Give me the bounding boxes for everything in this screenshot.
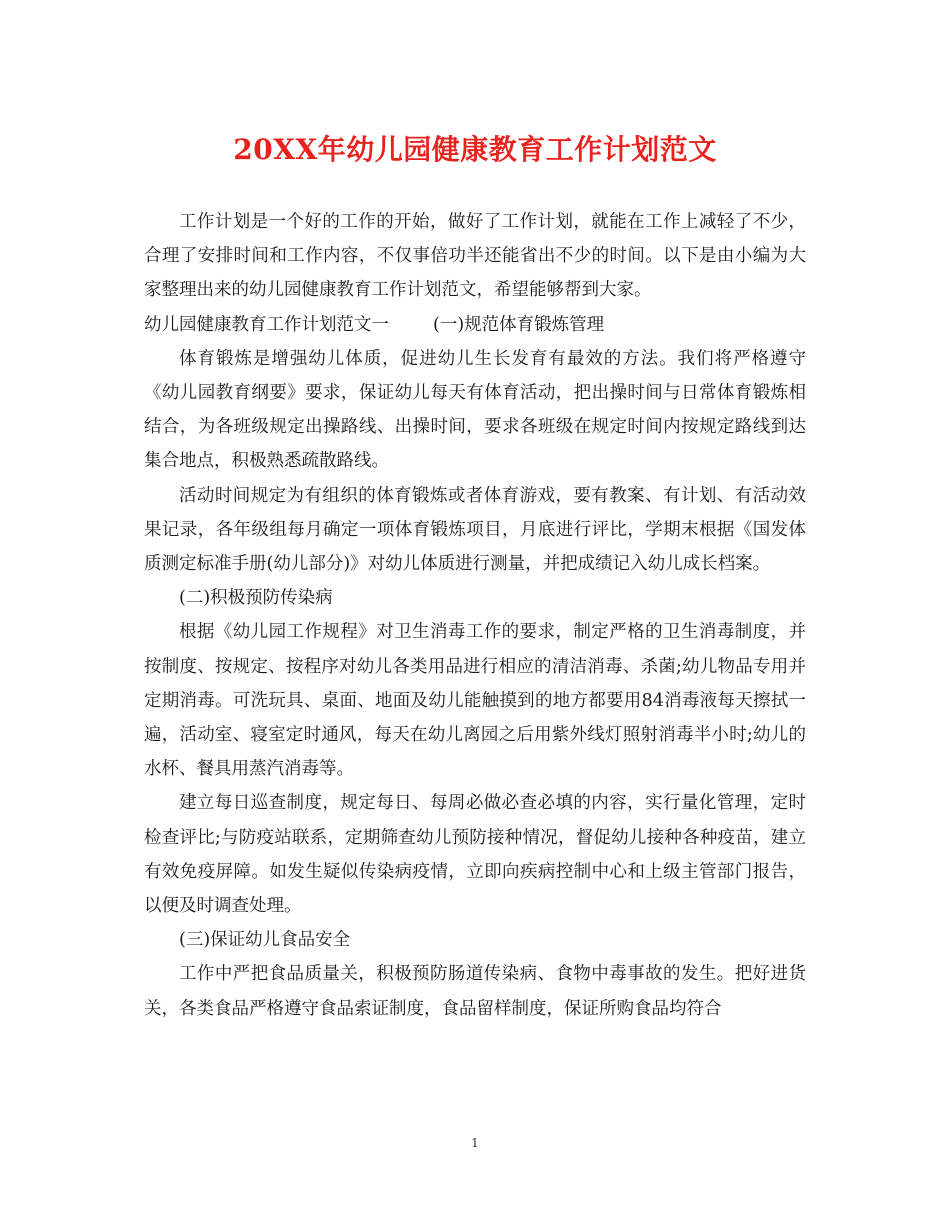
page-number: 1	[471, 1136, 479, 1150]
paragraph-inspection: 建立每日巡查制度，规定每日、每周必做必查必填的内容，实行量化管理，定时检查评比;与防疫站联系，定期筛查幼儿预防接种情况，督促幼儿接种各种疫苗，建立有效免疫屏障。如发生疑似传染病疫情，立即向疾病控制中心和上级主管部门报告，以便及时调查处理。	[144, 793, 806, 917]
subheading-disease-prevention: (二)积极预防传染病	[179, 588, 333, 609]
paragraph-activity-time: 活动时间规定为有组织的体育锻炼或者体育游戏，要有教案、有计划、有活动效果记录，各年级组每月确定一项体育锻炼项目，月底进行评比，学期末根据《国发体质测定标准手册(幼儿部分)》对幼儿体质进行测量，并把成绩记入幼儿成长档案。	[144, 485, 806, 575]
document-title: 20XX年幼儿园健康教育工作计划范文	[233, 133, 717, 166]
section-heading: 幼儿园健康教育工作计划范文一	[144, 314, 389, 335]
section-heading-line	[144, 308, 806, 342]
document-body	[144, 205, 806, 1026]
paragraph-food-quality: 工作中严把食品质量关，积极预防肠道传染病、食物中毒事故的发生。把好进货关，各类食品严格遵守食品索证制度，食品留样制度，保证所购食品均符合	[144, 964, 806, 1019]
paragraph-exercise: 体育锻炼是增强幼儿体质，促进幼儿生长发育有最效的方法。我们将严格遵守《幼儿园教育纲要》要求，保证幼儿每天有体育活动，把出操时间与日常体育锻炼相结合，为各班级规定出操路线、出操时间，要求各班级在规定时间内按规定路线到达集合地点，积极熟悉疏散路线。	[144, 348, 806, 472]
section-subheading: (一)规范体育锻炼管理	[433, 314, 605, 335]
paragraph-disinfection: 根据《幼儿园工作规程》对卫生消毒工作的要求，制定严格的卫生消毒制度，并按制度、按规定、按程序对幼儿各类用品进行相应的清洁消毒、杀菌;幼儿物品专用并定期消毒。可洗玩具、桌面、地面及幼儿能触摸到的地方都要用84消毒液每天擦拭一遍，活动室、寝室定时通风，每天在幼儿离园之后用紫外线灯照射消毒半小时;幼儿的水杯、餐具用蒸汽消毒等。	[144, 622, 806, 780]
subheading-food-safety: (三)保证幼儿食品安全	[179, 930, 351, 951]
intro-paragraph: 工作计划是一个好的工作的开始，做好了工作计划，就能在工作上减轻了不少，合理了安排时间和工作内容，不仅事倍功半还能省出不少的时间。以下是由小编为大家整理出来的幼儿园健康教育工作计划范文，希望能够帮到大家。	[144, 212, 806, 301]
